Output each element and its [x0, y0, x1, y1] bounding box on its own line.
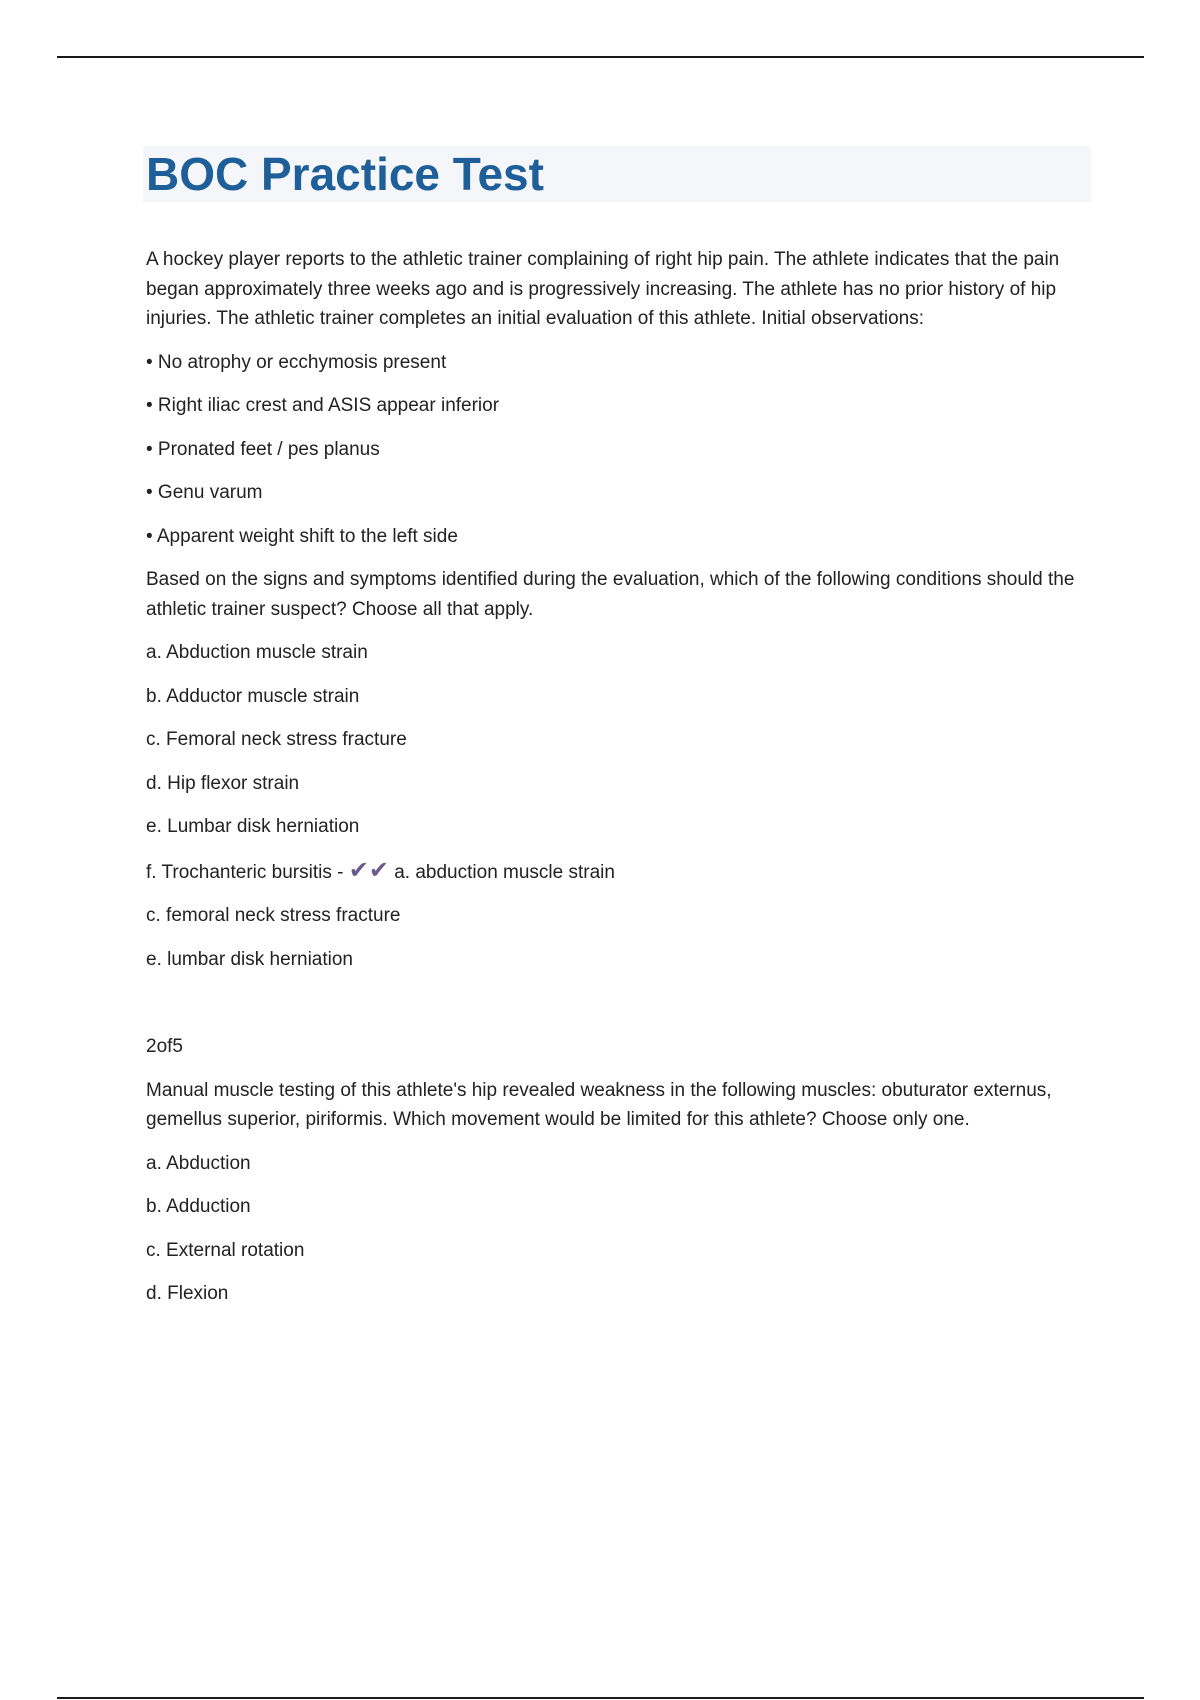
- q1-last-option: f. Trochanteric bursitis -: [146, 861, 344, 883]
- q1-answer: e. lumbar disk herniation: [146, 948, 353, 970]
- q1-option: c. Femoral neck stress fracture: [146, 729, 407, 750]
- q2-question: Manual muscle testing of this athlete's hip revealed weakness in the following muscles: obuturator externus, gemellus superior, piriformis. Which movement would be limited for this athlete? Choose only one.: [146, 1079, 1052, 1130]
- q1-option-with-answer: [146, 856, 1091, 888]
- document-body: [146, 146, 1091, 1323]
- q1-answer: c. femoral neck stress fracture: [146, 905, 401, 926]
- title-banner: [143, 146, 1091, 202]
- q2-option: b. Adduction: [146, 1196, 251, 1217]
- section-gap: [146, 988, 1091, 1032]
- q1-answer: a. abduction muscle strain: [394, 861, 615, 883]
- q2-option: d. Flexion: [146, 1283, 229, 1304]
- q1-question: Based on the signs and symptoms identified during the evaluation, which of the following conditions should the athletic trainer suspect? Choose all that apply.: [146, 569, 1075, 620]
- observation-item: • Apparent weight shift to the left side: [146, 525, 458, 547]
- q1-option: a. Abduction muscle strain: [146, 642, 368, 663]
- q1-option: e. Lumbar disk herniation: [146, 816, 360, 837]
- q1-option: d. Hip flexor strain: [146, 772, 300, 794]
- q2-option: c. External rotation: [146, 1239, 305, 1261]
- q2-option: a. Abduction: [146, 1152, 251, 1174]
- check-mark-icon: ✔✔: [348, 856, 389, 884]
- page-indicator: 2of5: [146, 1036, 183, 1057]
- observation-item: • Right iliac crest and ASIS appear inferior: [146, 395, 500, 416]
- q1-stem: A hockey player reports to the athletic trainer complaining of right hip pain. The athlete indicates that the pain began approximately three weeks ago and is progressively increasing. The athlete has no prior history of hip injuries. The athletic trainer completes an initial evaluation of this athlete. Initial observations:: [146, 249, 1060, 329]
- top-rule: [57, 56, 1144, 58]
- q1-option: b. Adductor muscle strain: [146, 685, 360, 707]
- bottom-rule: [57, 1697, 1144, 1699]
- observation-item: • Genu varum: [146, 482, 263, 503]
- observation-item: • Pronated feet / pes planus: [146, 438, 380, 460]
- observation-item: • No atrophy or ecchymosis present: [146, 351, 447, 373]
- page-title: BOC Practice Test: [146, 148, 544, 200]
